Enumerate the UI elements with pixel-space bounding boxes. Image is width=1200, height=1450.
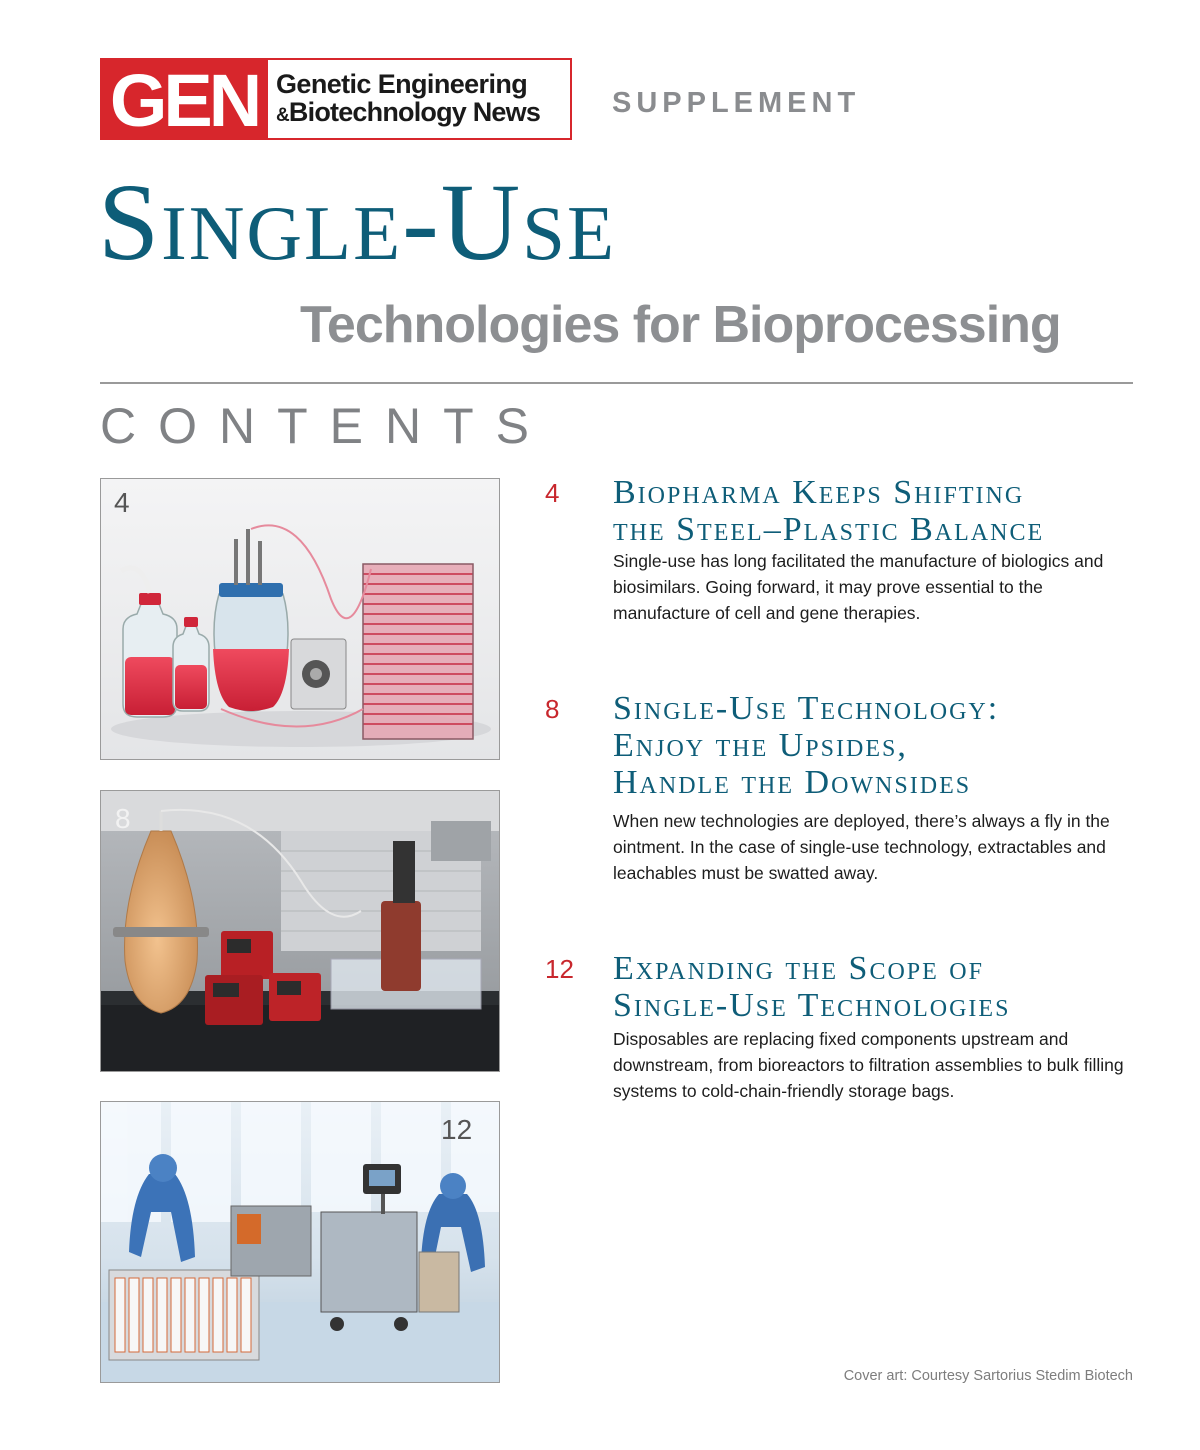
photo-page-label: 4 <box>114 487 130 518</box>
supplement-label: SUPPLEMENT <box>612 87 861 119</box>
photo-lab-bench-art <box>101 791 499 1071</box>
page-title: Single-Use <box>98 161 617 283</box>
toc-entry-title-line: the Steel–Plastic Balance <box>613 511 1045 548</box>
toc-entry-title-line: Expanding the Scope of <box>613 950 984 987</box>
gen-logo-wordmark <box>268 58 572 140</box>
gen-logo-amp: & <box>276 105 289 126</box>
photo-page-label: 8 <box>115 803 131 834</box>
toc-entry-title[interactable] <box>613 950 1143 1024</box>
toc-entry-title-line: Single-Use Technologies <box>613 987 1011 1024</box>
toc-page-number: 4 <box>545 478 560 508</box>
toc-entry-title-line: Handle the Downsides <box>613 764 972 801</box>
gen-logo-line1: Genetic Engineering <box>276 69 528 99</box>
toc-entry-title[interactable] <box>613 474 1143 548</box>
toc-entry-title-line: Single-Use Technology: <box>613 690 1000 727</box>
toc-page-number: 12 <box>545 954 574 984</box>
toc-page-number: 8 <box>545 694 560 724</box>
toc-entry-description: When new technologies are deployed, there’s always a fly in the ointment. In the case of single-use technology, extractables and leachables must be swatted away. <box>613 811 1110 883</box>
toc-entry-description: Disposables are replacing fixed components upstream and downstream, from bioreactors to filtration assemblies to bulk filling systems to cold-chain-friendly storage bags. <box>613 1029 1124 1101</box>
gen-logo-line2 <box>276 98 570 130</box>
photo-cleanroom <box>100 1101 500 1383</box>
header-divider <box>100 382 1133 384</box>
toc-entry-title-line: Biopharma Keeps Shifting <box>613 474 1025 511</box>
gen-logo-line2-text: Biotechnology News <box>288 97 541 127</box>
photo-lab-bench <box>100 790 500 1072</box>
cover-art-credit: Cover art: Courtesy Sartorius Stedim Biotech <box>843 1368 1133 1384</box>
photo-bioreactor-bottles-art <box>101 479 499 759</box>
contents-heading: CONTENTS <box>100 398 551 454</box>
gen-logo-mark: GEN <box>100 58 268 140</box>
page-subtitle: Technologies for Bioprocessing <box>300 296 1061 354</box>
photo-page-label: 12 <box>441 1114 473 1145</box>
toc-entry-title[interactable] <box>613 690 1143 801</box>
photo-bioreactor-bottles <box>100 478 500 760</box>
photo-cleanroom-art <box>101 1102 499 1382</box>
gen-logo <box>100 58 572 140</box>
toc-entry-description: Single-use has long facilitated the manufacture of biologics and biosimilars. Going forward, it may prove essential to the manufacture of cell and gene therapies. <box>613 551 1104 623</box>
toc-entry-title-line: Enjoy the Upsides, <box>613 727 908 764</box>
